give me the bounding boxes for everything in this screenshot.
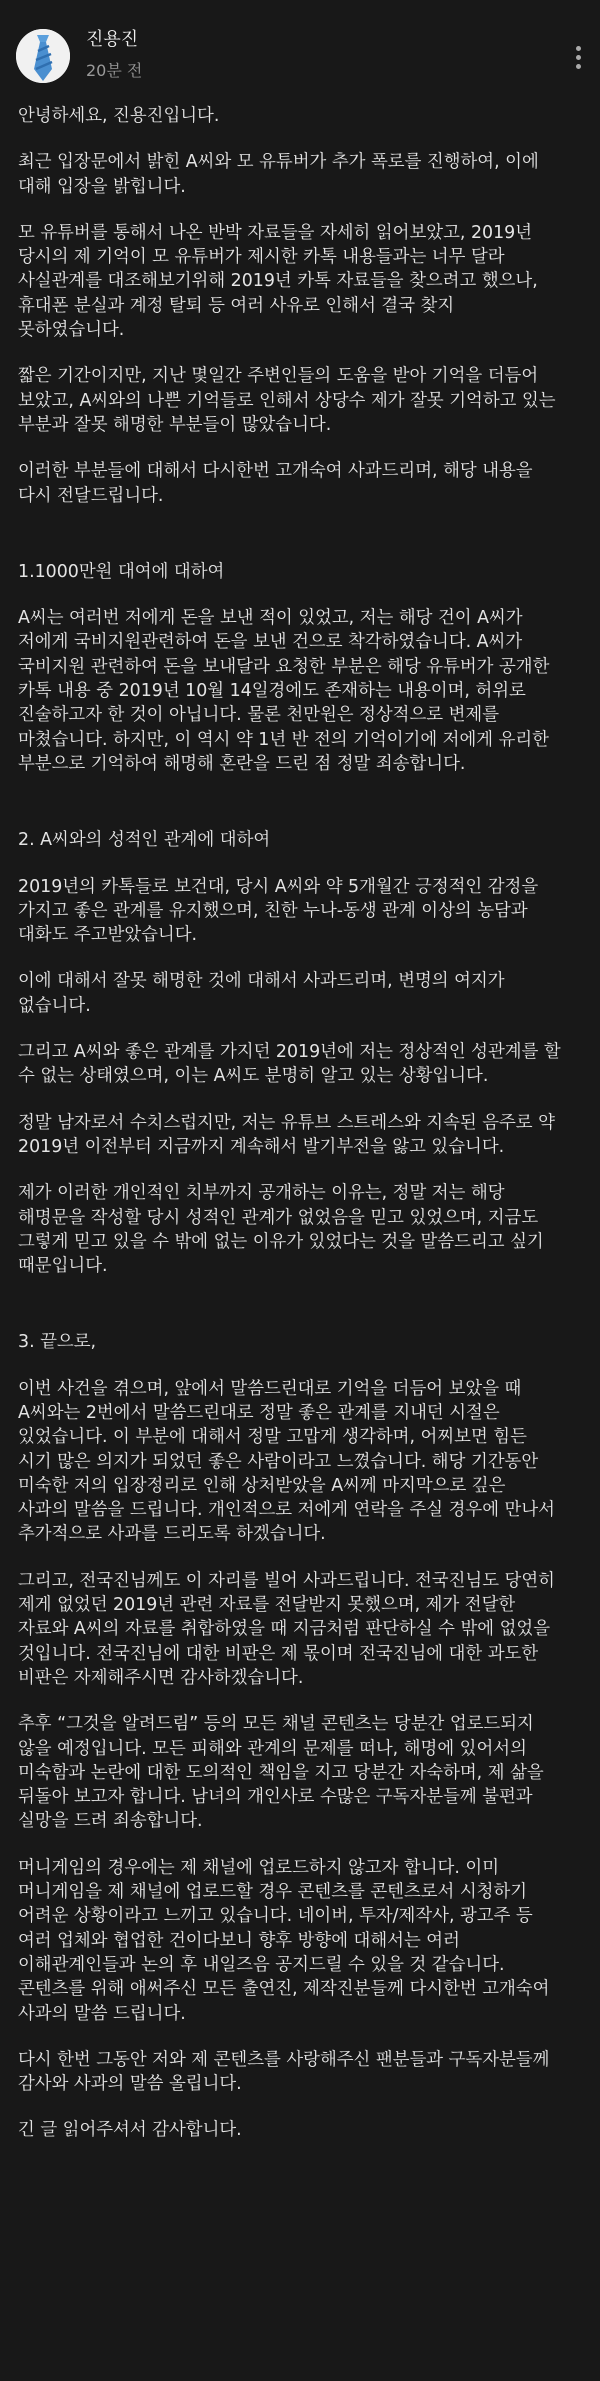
section-3-heading: 3. 끝으로, [18, 1332, 97, 1353]
section-2-paragraph: 정말 남자로서 수치스럽지만, 저는 유튜브 스트레스와 지속된 음주로 약 2019년 이전부터 지금까지 계속해서 발기부전을 앓고 있습니다. [18, 1112, 555, 1157]
author-name[interactable]: 진용진 [86, 29, 139, 50]
intro-paragraph: 짧은 기간이지만, 지난 몇일간 주변인들의 도움을 받아 기억을 더듬어 보았고, A씨와의 나쁜 기억들로 인해서 상당수 제가 잘못 기억하고 있는 부분과 잘못 해명한 부분들이 많았습니다. [18, 366, 556, 435]
more-vertical-icon [576, 46, 581, 51]
avatar[interactable] [16, 29, 70, 83]
section-2-paragraph: 제가 이러한 개인적인 치부까지 공개하는 이유는, 정말 저는 해당 해명문을 작성할 당시 성적인 관계가 없었음을 믿고 있었으며, 지금도 그렇게 믿고 있을 수 밖에 없는 이유가 있었다는 것을 말씀드리고 싶기 때문입니다. [18, 1183, 544, 1277]
section-1-paragraph: A씨는 여러번 저에게 돈을 보낸 적이 있었고, 저는 해당 건이 A씨가 저에게 국비지원관련하여 돈을 보낸 건으로 착각하였습니다. A씨가 국비지원 관련하여 돈을 보내달라 요청한 부분은 해당 유튜버가 공개한 카톡 내용 중 2019년 10월 14일경에도 존재하는 내용이며, 허위로 진술하고자 한 것이 아닙니다. 물론 천만원은 정상적으로 변제를 마쳤습니다. 하지만, 이 역시 약 1년 반 전의 기억이기에 저에게 유리한 부분으로 기억하여 해명해 혼란을 드린 점 정말 죄송합니다. [18, 608, 550, 774]
section-3-paragraph: 머니게임의 경우에는 제 채널에 업로드하지 않고자 합니다. 이미 머니게임을 제 채널에 업로드할 경우 콘텐츠를 콘텐츠로서 시청하기 어려운 상황이라고 느끼고 있습니다. 네이버, 투자/제작사, 광고주 등 여러 업체와 협업한 건이다보니 향후 방향에 대해서는 여러 이해관계인들과 논의 후 내일즈음 공지드릴 수 있을 것 같습니다. 콘텐츠를 위해 애써주신 모든 출연진, 제작진분들께 다시한번 고개숙여 사과의 말씀 드립니다. [18, 1857, 550, 2024]
post-header [0, 0, 600, 104]
section-3-paragraph: 추후 “그것을 알려드림” 등의 모든 채널 콘텐츠는 당분간 업로드되지 않을 예정입니다. 모든 피해와 관계의 문제를 떠나, 해명에 있어서의 미숙함과 논란에 대한 도의적인 책임을 지고 당분간 자숙하며, 제 삶을 뒤돌아 보고자 합니다. 남녀의 개인사로 수많은 구독자분들께 불편과 실망을 드려 죄송합니다. [18, 1714, 544, 1832]
intro-paragraph: 모 유튜버를 통해서 나온 반박 자료들을 자세히 읽어보았고, 2019년 당시의 제 기억이 모 유튜버가 제시한 카톡 내용들과는 너무 달라 사실관계를 대조해보기위해 2019년 카톡 자료들을 찾으려고 했으나, 휴대폰 분실과 계정 탈퇴 등 여러 사유로 인해서 결국 찾지 못하였습니다. [18, 222, 538, 341]
post-timestamp: 20분 전 [86, 61, 143, 80]
section-2-paragraph: 이에 대해서 잘못 해명한 것에 대해서 사과드리며, 변명의 여지가 없습니다. [18, 971, 505, 1016]
section-3-paragraph: 그리고, 전국진님께도 이 자리를 빌어 사과드립니다. 전국진님도 당연히 제게 없었던 2019년 관련 자료를 전달받지 못했으며, 제가 전달한 자료와 A씨의 자료를 취합하였을 때 지금처럼 판단하실 수 밖에 없었을 것입니다. 전국진님에 대한 비판은 제 몫이며 전국진님에 대한 과도한 비판은 자제해주시면 감사하겠습니다. [18, 1570, 555, 1688]
post-body [0, 104, 600, 2143]
section-3-paragraph: 다시 한번 그동안 저와 제 콘텐츠를 사랑해주신 팬분들과 구독자분들께 감사와 사과의 말씀 올립니다. [18, 2049, 550, 2095]
section-2-heading: 2. A씨와의 성적인 관계에 대하여 [18, 830, 271, 851]
section-2-paragraph: 2019년의 카톡들로 보건대, 당시 A씨와 약 5개월간 긍정적인 감정을 가지고 좋은 관계를 유지했으며, 친한 누나-동생 관계 이상의 농담과 대화도 주고받았습니다. [18, 876, 539, 946]
necktie-icon [16, 29, 70, 83]
greeting-paragraph: 안녕하세요, 진용진입니다. [18, 106, 220, 126]
section-2-paragraph: 그리고 A씨와 좋은 관계를 가지던 2019년에 저는 정상적인 성관계를 할 수 없는 상태였으며, 이는 A씨도 분명히 알고 있는 상황입니다. [18, 1042, 561, 1087]
section-3-paragraph: 이번 사건을 겪으며, 앞에서 말씀드린대로 기억을 더듬어 보았을 때 A씨와는 2번에서 말씀드린대로 정말 좋은 관계를 지내던 시절은 있었습니다. 이 부분에 대해서 정말 고맙게 생각하며, 어찌보면 힘든 시기 많은 의지가 되었던 좋은 사람이라고 느꼈습니다. 해당 기간동안 미숙한 저의 입장정리로 인해 상처받았을 A씨께 마지막으로 깊은 사과의 말씀을 드립니다. 개인적으로 저에게 연락을 주실 경우에 만나서 추가적으로 사과를 드리도록 하겠습니다. [18, 1378, 555, 1545]
intro-paragraph: 이러한 부분들에 대해서 다시한번 고개숙여 사과드리며, 해당 내용을 다시 전달드립니다. [18, 461, 533, 506]
intro-paragraph: 최근 입장문에서 밝힌 A씨와 모 유튜버가 추가 폭로를 진행하여, 이에 대해 입장을 밝힙니다. [18, 152, 539, 197]
more-options-button[interactable] [566, 40, 590, 74]
section-1-heading: 1.1000만원 대여에 대하여 [18, 561, 225, 582]
closing-line: 긴 글 읽어주셔서 감사합니다. [18, 2120, 242, 2141]
